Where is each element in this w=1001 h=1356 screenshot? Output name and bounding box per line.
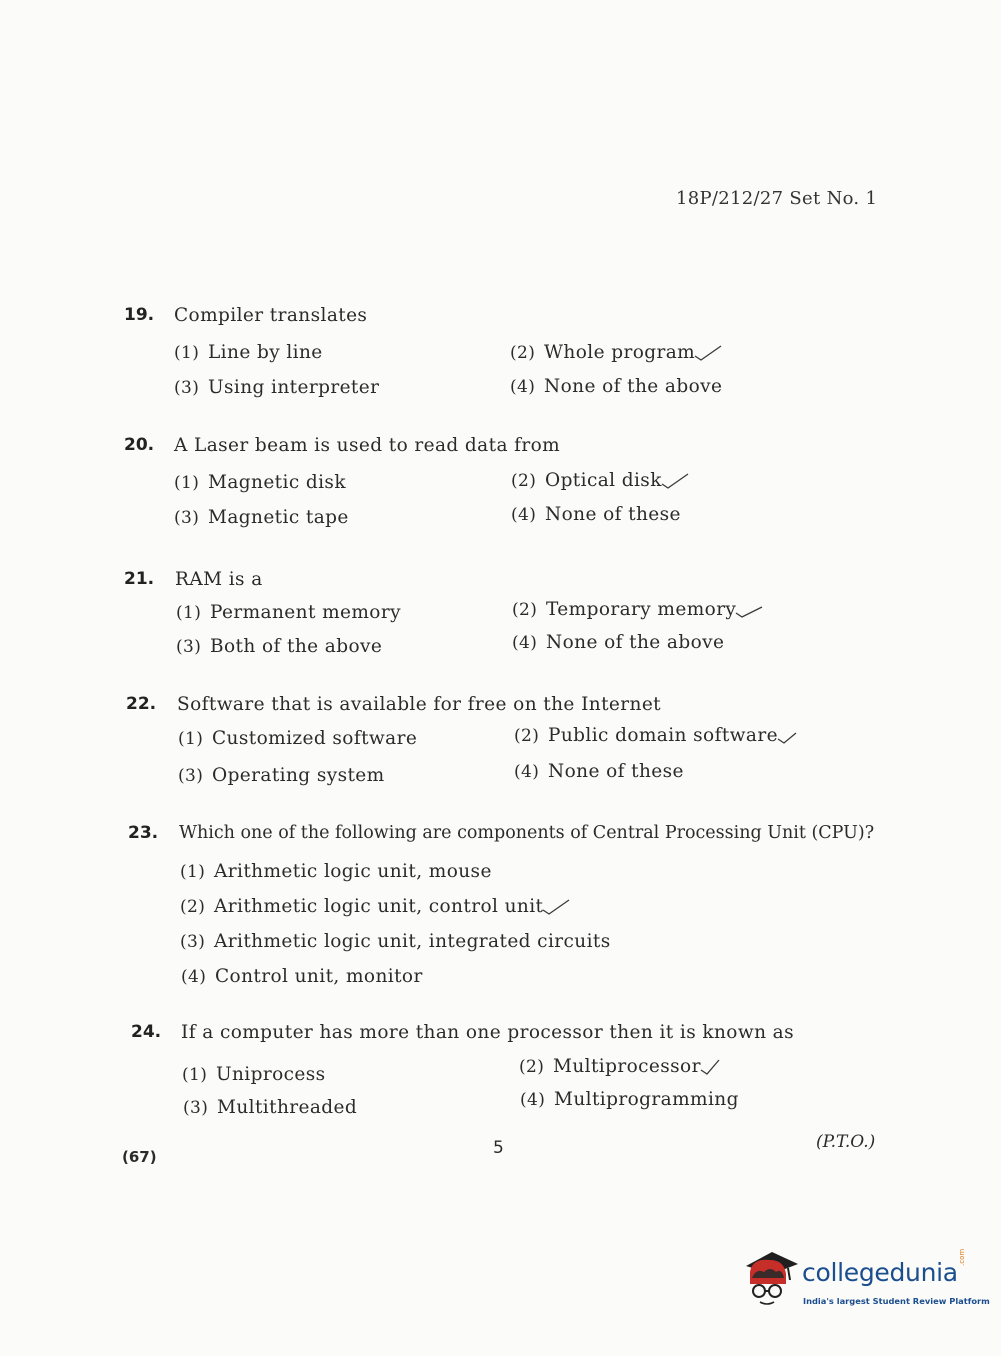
- question-text: Which one of the following are components of Central Processing Unit (CPU)?: [179, 823, 875, 843]
- option-3: (3) Both of the above: [176, 636, 383, 657]
- option-1: (1) Uniprocess: [182, 1064, 326, 1085]
- check-mark-icon: [776, 727, 806, 745]
- brand-domain: .com: [958, 1248, 966, 1266]
- check-mark-icon: [541, 898, 571, 916]
- option-4: (4) Control unit, monitor: [181, 966, 423, 987]
- option-2: (2) Public domain software: [514, 725, 806, 746]
- question-text: If a computer has more than one processor then it is known as: [181, 1022, 794, 1043]
- option-1: (1) Line by line: [174, 342, 323, 363]
- option-2: (2) Whole program: [510, 342, 723, 363]
- option-2: (2) Optical disk: [511, 470, 690, 491]
- option-1: (1) Permanent memory: [176, 602, 401, 623]
- paper-code: 18P/212/27 Set No. 1: [676, 188, 878, 209]
- option-4: (4) None of these: [511, 504, 681, 525]
- option-1: (1) Arithmetic logic unit, mouse: [180, 861, 492, 882]
- option-2: (2) Temporary memory: [512, 599, 764, 620]
- question-text: Software that is available for free on the Internet: [177, 694, 662, 715]
- check-mark-icon: [660, 472, 690, 490]
- question-number: 23.: [128, 823, 159, 843]
- question-text: A Laser beam is used to read data from: [174, 435, 561, 456]
- question-number: 19.: [124, 305, 155, 325]
- collegedunia-watermark: [742, 1248, 990, 1314]
- option-3: (3) Multithreaded: [183, 1097, 358, 1118]
- option-4: (4) None of the above: [510, 376, 723, 397]
- question-number: 24.: [131, 1022, 162, 1042]
- brand-name: collegedunia: [802, 1258, 958, 1287]
- option-3: (3) Operating system: [178, 765, 385, 786]
- option-3: (3) Using interpreter: [174, 377, 380, 398]
- option-3: (3) Arithmetic logic unit, integrated circuits: [180, 931, 611, 952]
- check-mark-icon: [693, 344, 723, 362]
- option-4: (4) None of these: [514, 761, 684, 782]
- brand-tagline: India's largest Student Review Platform: [803, 1296, 990, 1306]
- option-1: (1) Customized software: [178, 728, 418, 749]
- question-number: 21.: [124, 569, 155, 589]
- booklet-code: (67): [122, 1148, 157, 1166]
- option-2: (2) Arithmetic logic unit, control unit: [180, 896, 571, 917]
- question-text: RAM is a: [175, 569, 263, 590]
- question-number: 22.: [126, 694, 157, 714]
- option-3: (3) Magnetic tape: [174, 507, 349, 528]
- check-mark-icon: [699, 1058, 729, 1076]
- option-4: (4) Multiprogramming: [520, 1089, 739, 1110]
- option-2: (2) Multiprocessor: [519, 1056, 729, 1077]
- question-number: 20.: [124, 435, 155, 455]
- question-text: Compiler translates: [174, 305, 368, 326]
- page-number: 5: [493, 1138, 504, 1158]
- please-turn-over: (P.T.O.): [816, 1132, 876, 1152]
- check-mark-icon: [734, 601, 764, 619]
- option-1: (1) Magnetic disk: [174, 472, 346, 493]
- mascot-icon: [742, 1250, 800, 1310]
- option-4: (4) None of the above: [512, 632, 725, 653]
